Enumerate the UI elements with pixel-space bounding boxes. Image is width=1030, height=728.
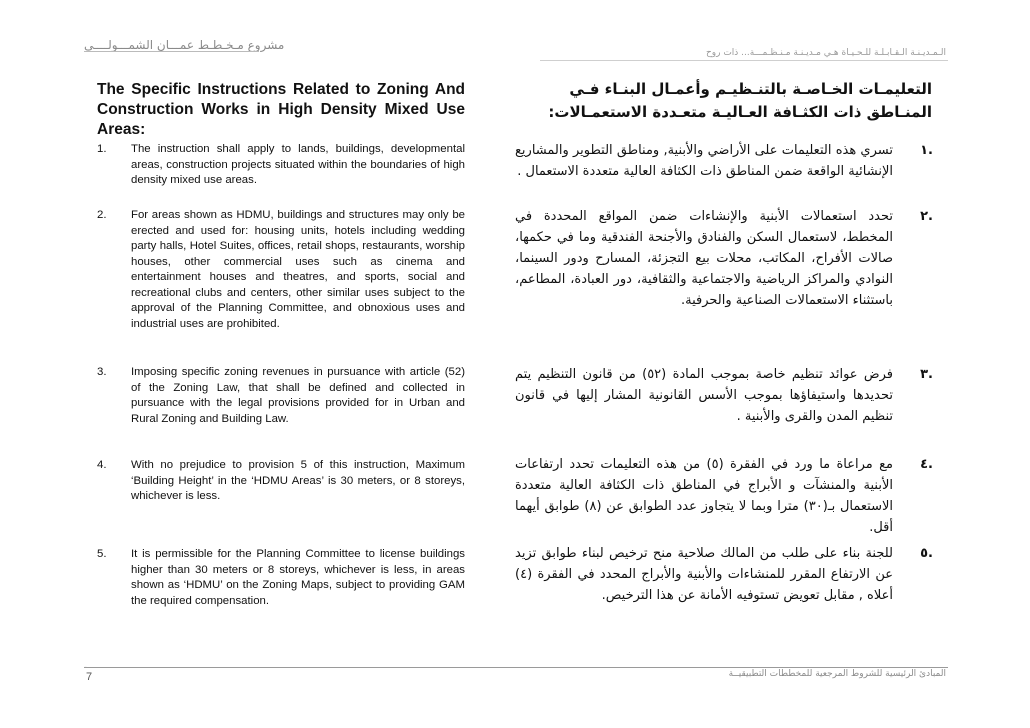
page-number: 7: [86, 671, 93, 683]
english-item-5: [97, 547, 465, 609]
english-item-2: [97, 208, 465, 332]
english-item-text: For areas shown as HDMU, buildings and structures may only be erected and used for: housing units, hotels including wedding party halls, Hotel Suites, offices, retail shops, restaurants, worship houses, other commercial uses such as cinema and entertainment houses and theatres, and sports, social and recreational clubs and centers, other similar uses subject to the approval of the Planning Committee, and obnoxious uses and industrial uses are prohibited.: [131, 209, 465, 330]
header-tagline: الـمـديـنـة الـقـابـلـة للـحـيـاة هـي مـديـنـة مـنـظـمـــة... ذات روح: [705, 48, 946, 58]
header-project-title: مشروع مـخـطـط عمـــان الشمـــولــــي: [84, 38, 285, 52]
english-item-text: It is permissible for the Planning Committee to license buildings higher than 30 meters or 8 storeys, whichever is less, in areas shown as ‘HDMU’ on the Zoning Maps, subject to providing GAM the required compensation.: [131, 548, 465, 607]
english-item-1: [97, 142, 465, 189]
arabic-item-4: [515, 454, 933, 538]
english-item-text: Imposing specific zoning revenues in pursuance with article (52) of the Zoning Law, that shall be defined and collected in pursuance with the legal provisions provided for in Urban and Rural Zoning and Building Law.: [131, 366, 465, 425]
arabic-item-text: للجنة بناء على طلب من المالك صلاحية منح ترخيص لبناء طوابق تزيد عن الارتفاع المقرر للمنشاءات والأبنية والأبراج المحدد في الفقرة (٤) أعلاه , مقابل تعويض تستوفيه الأمانة عن هذا الترخيص.: [515, 546, 893, 603]
arabic-item-text: تحدد استعمالات الأبنية والإنشاءات ضمن المواقع المحددة في المخطط، لاستعمال السكن والفنادق والأجنحة الفندقية وما في حكمها، صالات الأفراح، المكاتب، محلات بيع التجزئة، المسارح ودور السينما، النوادي والمراكز الرياضية والاجتماعية والثقافية، دور العبادة، المطاعم، باستثناء الاستعمالات الصناعية والحرفية.: [515, 209, 893, 308]
arabic-title: التعليمـات الخـاصـة بالتنـظيـم وأعمـال البنـاء فـي المنـاطق ذات الكثـافة العـاليـة متعـددة الاستعمـالات:: [548, 80, 932, 121]
english-title: The Specific Instructions Related to Zoning And Construction Works in High Density Mixed Use Areas:: [97, 81, 465, 138]
arabic-item-3: [515, 364, 933, 427]
english-item-number: 2.: [97, 209, 107, 221]
english-item-number: 3.: [97, 366, 107, 378]
english-item-3: [97, 365, 465, 427]
footer-mark: -: [84, 662, 87, 672]
arabic-item-number: .٢: [920, 209, 933, 224]
arabic-item-number: .٤: [920, 457, 933, 472]
arabic-item-number: .٥: [920, 546, 933, 561]
header-divider-right: [540, 60, 948, 61]
arabic-item-2: [515, 206, 933, 311]
english-item-number: 4.: [97, 459, 107, 471]
footer-title: المبادئ الرئيسية للشروط المرجعية للمخططات التطبيقيــة: [728, 669, 946, 679]
arabic-item-text: مع مراعاة ما ورد في الفقرة (٥) من هذه التعليمات تحدد ارتفاعات الأبنية والمنشآت و الأبراج في المناطق ذات الكثافة العالية متعددة الاستعمال بـ(٣٠) مترا وبما لا يتجاوز عدد الطوابق عن (٨) طوابق أيهما أقل.: [515, 457, 893, 535]
english-item-4: [97, 458, 465, 505]
arabic-item-1: [515, 140, 933, 182]
arabic-item-number: .١: [920, 143, 933, 158]
arabic-item-text: تسري هذه التعليمات على الأراضي والأبنية, ومناطق التطوير والمشاريع الإنشائية الواقعة ضمن المناطق ذات الكثافة العالية متعددة الاستعمال .: [515, 143, 893, 179]
arabic-item-number: .٣: [920, 367, 933, 382]
english-item-number: 5.: [97, 548, 107, 560]
arabic-item-text: فرض عوائد تنظيم خاصة بموجب المادة (٥٢) من قانون التنظيم يتم تحديدها واستيفاؤها بموجب الأسس القانونية المشار إليها في قانون تنظيم المدن والقرى والأبنية .: [515, 367, 893, 424]
english-item-number: 1.: [97, 143, 107, 155]
footer-divider: [84, 667, 948, 668]
arabic-item-5: [515, 543, 933, 606]
english-item-text: With no prejudice to provision 5 of this instruction, Maximum ‘Building Height’ in the ‘HDMU Areas’ is 30 meters, or 8 storeys, whichever is less.: [131, 459, 465, 502]
english-item-text: The instruction shall apply to lands, buildings, developmental areas, construction projects situated within the boundaries of high density mixed use areas.: [131, 143, 465, 186]
header-divider: [84, 51, 259, 52]
